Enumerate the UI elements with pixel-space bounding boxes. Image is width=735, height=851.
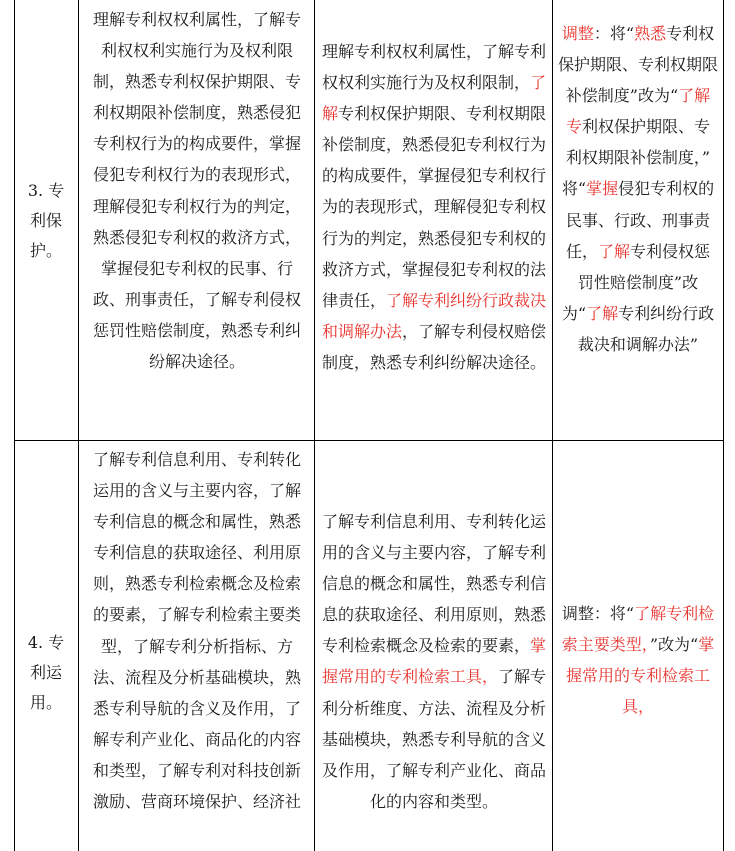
row-4-requirement-after: 了解专利信息利用、专利转化运用的含义与主要内容，了解专利信息的概念和属性，熟悉专利信息的获取途径、利用原则，熟悉专利检索概念及检索的要素，掌握常用的专利检索工具，了解专利分析维度、方法、流程及分析基础模块，熟悉专利导航的含义及作用，了解专利产业化、商品化的内容和类型。 [321,512,547,811]
row-3-change-note: 调整：将“熟悉专利权保护期限、专利权期限补偿制度”改为“了解专利权保护期限、专利权期限补偿制度，” 将“掌握侵犯专利权的民事、行政、刑事责任，了解专利侵权惩罚性赔偿制度”改为“了解专利纠纷行政裁决和调解办法” [558,24,719,354]
row-3-requirement-before: 理解专利权权利属性，了解专利权权利实施行为及权利限制，熟悉专利权保护期限、专利权期限补偿制度，熟悉侵犯专利权行为的构成要件，掌握侵犯专利权行为的表现形式，理解侵犯专利权行为的判定，熟悉侵犯专利权的救济方式，掌握侵犯专利权的民事、行政、刑事责任，了解专利侵权惩罚性赔偿制度，熟悉专利纠纷解决途径。 [92,10,301,372]
row-divider [14,440,723,441]
row-3-requirement-after: 理解专利权权利属性，了解专利权权利实施行为及权利限制，了解专利权保护期限、专利权期限补偿制度，熟悉侵犯专利权行为的构成要件，掌握侵犯专利权行为的表现形式，理解侵犯专利权行为的判定，熟悉侵犯专利权的救济方式，掌握侵犯专利权的法律责任，了解专利纠纷行政裁决和调解办法，了解专利侵权赔偿制度，熟悉专利纠纷解决途径。 [321,42,547,372]
row-4-label: 4. 专利运用。 [27,633,65,712]
column-divider-1 [78,0,79,851]
row-4-change-note: 调整：将“了解专利检索主要类型，”改为“掌握常用的专利检索工具， [561,604,715,717]
row-3-label: 3. 专利保护。 [27,181,65,260]
column-divider-3 [552,0,553,851]
row-4-requirement-before: 了解专利信息利用、专利转化运用的含义与主要内容，了解专利信息的概念和属性，熟悉专利信息的获取途径、利用原则，熟悉专利检索概念及检索的要素，了解专利检索主要类型，了解专利分析指标、方法、流程及分析基础模块，熟悉专利导航的含义及作用，了解专利产业化、商品化的内容和类型，了解专利对科技创新激励、营商环境保护、经济社 [92,450,301,812]
column-divider-2 [314,0,315,851]
